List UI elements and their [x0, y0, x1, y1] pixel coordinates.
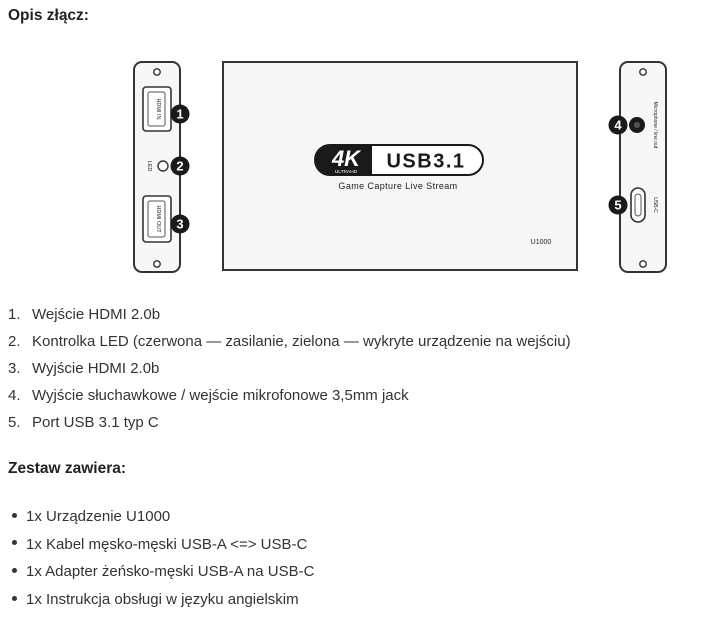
list-item: 2. Kontrolka LED (czerwona — zasilanie, zielona — wykryte urządzenie na wejściu)	[8, 333, 571, 350]
list-item: 3. Wyjście HDMI 2.0b	[8, 360, 160, 377]
callout-3	[171, 215, 190, 234]
bullet-icon	[12, 513, 17, 518]
callout-1	[171, 105, 190, 124]
device-front	[223, 62, 577, 270]
callout-2	[171, 157, 190, 176]
device-model: U1000	[530, 239, 552, 246]
callout-5	[609, 196, 628, 215]
led-label: LED	[146, 160, 152, 172]
hdmi-out-port	[143, 196, 171, 242]
callout-4	[609, 116, 628, 135]
list-item: 5. Port USB 3.1 typ C	[8, 414, 159, 431]
usbc-label: USB-C	[652, 197, 658, 213]
svg-text:3: 3	[176, 216, 184, 232]
bullet-icon	[12, 540, 17, 545]
badge-usb: USB3.1	[386, 150, 466, 173]
device-subtitle: Game Capture Live Stream	[338, 181, 458, 191]
bullet-icon	[12, 596, 17, 601]
hdmi-out-label: HDMI OUT	[155, 205, 161, 233]
list-item: 1x Adapter żeńsko-męski USB-A na USB-C	[12, 562, 314, 590]
svg-text:2: 2	[176, 158, 184, 174]
list-item: 1x Kabel męsko-męski USB-A <=> USB-C	[12, 535, 314, 563]
mic-label: Microphone / line out	[652, 101, 658, 149]
svg-text:5: 5	[614, 197, 622, 213]
list-item: 4. Wyjście słuchawkowe / wejście mikrofonowe 3,5mm jack	[8, 387, 409, 404]
logo-4k-badge	[315, 145, 483, 175]
connectors-heading: Opis złącz:	[8, 7, 89, 24]
connectors-list	[8, 305, 571, 440]
device-diagram	[120, 52, 680, 278]
bullet-icon	[12, 568, 17, 573]
svg-text:1: 1	[176, 106, 184, 122]
list-item: 1. Wejście HDMI 2.0b	[8, 306, 161, 323]
list-item: 1x Instrukcja obsługi w języku angielskim	[12, 590, 314, 618]
svg-text:4: 4	[614, 117, 622, 133]
hdmi-in-label: HDMI IN	[155, 98, 161, 120]
right-panel	[620, 62, 666, 272]
badge-ultrahd: ULTRAHD	[334, 170, 358, 175]
list-item: 1x Urządzenie U1000	[12, 507, 314, 535]
package-list	[12, 507, 314, 618]
badge-4k: 4K	[331, 146, 361, 171]
package-heading: Zestaw zawiera:	[8, 460, 127, 477]
hdmi-in-port	[143, 87, 171, 131]
